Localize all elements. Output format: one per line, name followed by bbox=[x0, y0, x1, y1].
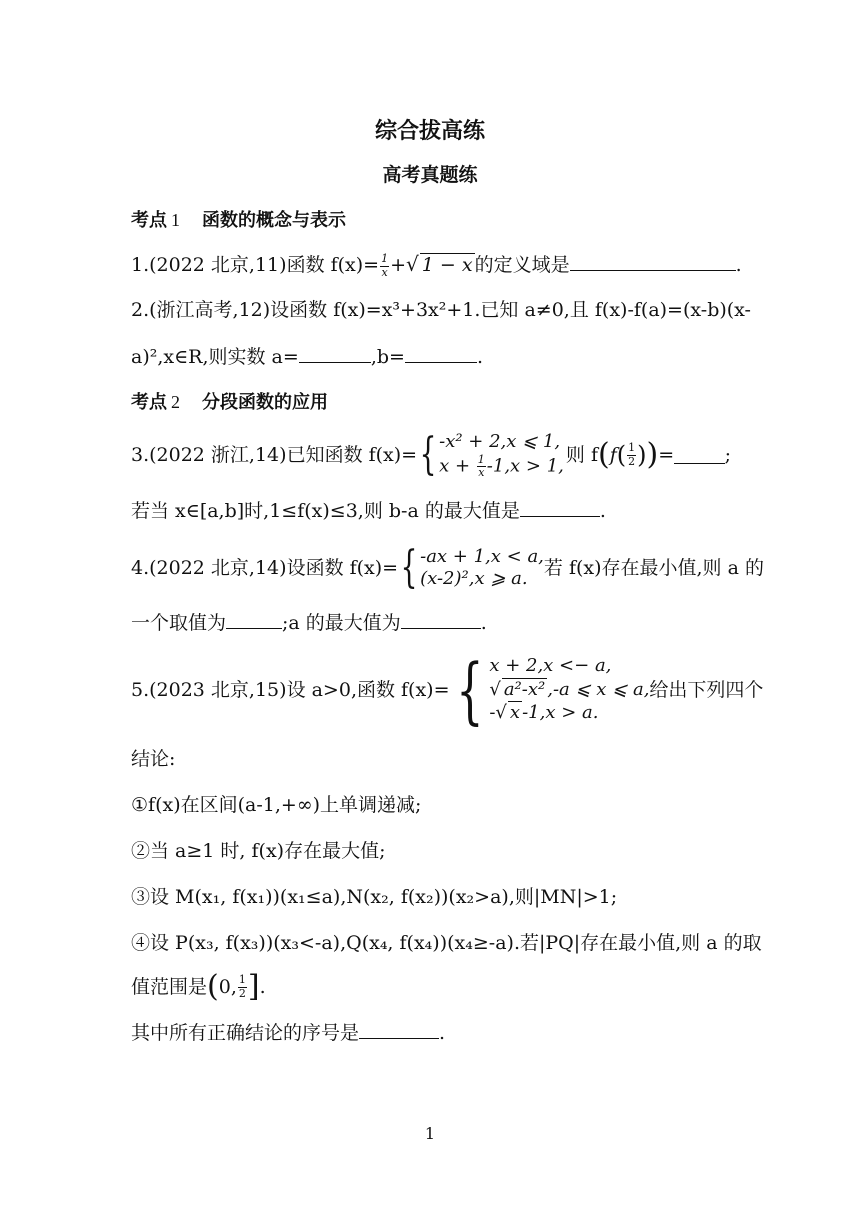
question-1 bbox=[131, 252, 742, 279]
q5-final bbox=[131, 1022, 731, 1045]
conclusion-1: ①f(x)在区间(a-1,+∞)上单调递减; bbox=[131, 794, 422, 816]
left-paren-icon: ( bbox=[616, 441, 627, 469]
question-2-line-2 bbox=[131, 346, 731, 369]
question-4-line-2 bbox=[131, 612, 731, 635]
conclusion-2: ②当 a≥1 时, f(x)存在最大值; bbox=[131, 840, 386, 862]
q4-part-a: 一个取值为 bbox=[131, 612, 227, 634]
frac-denominator: x bbox=[381, 265, 388, 279]
piecewise-function bbox=[398, 542, 544, 593]
case-2 bbox=[439, 454, 564, 479]
q2-part-b: ,b= bbox=[370, 346, 405, 368]
case-1: x + 2,x <− a, bbox=[489, 655, 612, 677]
q3-inner-f: f bbox=[609, 443, 617, 466]
q1-fraction bbox=[380, 253, 389, 278]
q1-prefix: 1.(2022 北京,11)函数 f(x)= bbox=[131, 254, 380, 276]
page-number: 1 bbox=[424, 1124, 436, 1143]
section-heading-2 bbox=[131, 388, 328, 414]
piecewise-cases bbox=[439, 431, 564, 479]
conclusion-3: ③设 M(x₁, f(x₁))(x₁≤a),N(x₂, f(x₂))(x₂>a),则|MN|>1; bbox=[131, 886, 618, 908]
question-5 bbox=[131, 648, 764, 732]
q1-suffix: 的定义域是 bbox=[474, 254, 570, 276]
piecewise-function bbox=[450, 648, 650, 732]
section-heading-1 bbox=[131, 206, 346, 232]
answer-blank[interactable] bbox=[570, 254, 736, 271]
case-3 bbox=[489, 701, 649, 725]
q5-final-end: . bbox=[439, 1022, 446, 1044]
right-bracket-icon: ] bbox=[247, 969, 260, 1004]
piecewise-cases bbox=[420, 546, 544, 591]
left-brace-icon: { bbox=[455, 648, 484, 732]
question-3 bbox=[131, 424, 731, 486]
q2-end: . bbox=[476, 346, 483, 368]
case-2-sqrt: a²-x² bbox=[503, 678, 546, 700]
piecewise-cases bbox=[489, 655, 649, 725]
q3-end: ; bbox=[724, 443, 731, 466]
section-number: 2 bbox=[171, 392, 180, 412]
answer-blank[interactable] bbox=[520, 500, 600, 517]
answer-blank[interactable] bbox=[359, 1022, 439, 1039]
q2-part-a: a)²,x∈R,则实数 a= bbox=[131, 346, 299, 368]
section-name: 函数的概念与表示 bbox=[202, 210, 346, 231]
frac-denominator: x bbox=[478, 465, 485, 479]
sqrt-icon: √ bbox=[489, 678, 501, 700]
answer-blank-a[interactable] bbox=[226, 612, 282, 629]
answer-blank-b[interactable] bbox=[401, 612, 481, 629]
case-2-pre: x + bbox=[439, 455, 476, 477]
case-2: (x-2)²,x ⩾ a. bbox=[420, 568, 528, 589]
c4-end: . bbox=[259, 975, 266, 998]
q5-final-text: 其中所有正确结论的序号是 bbox=[131, 1022, 360, 1044]
frac-denominator: 2 bbox=[238, 986, 246, 1000]
case-1: -x² + 2,x ⩽ 1, bbox=[439, 431, 561, 453]
case-2-post: ,-a ⩽ x ⩽ a, bbox=[547, 678, 650, 700]
frac-denominator: 2 bbox=[628, 454, 636, 468]
case-3-sqrt: x bbox=[509, 702, 521, 724]
q3-prefix: 3.(2022 浙江,14)已知函数 f(x)= bbox=[131, 443, 418, 466]
c4-interval-start: 0, bbox=[218, 975, 237, 998]
frac-numerator: 1 bbox=[381, 252, 389, 266]
frac-numerator: 1 bbox=[477, 452, 485, 466]
q3-line2: 若当 x∈[a,b]时,1≤f(x)≤3,则 b-a 的最大值是 bbox=[131, 500, 520, 522]
page-title: 综合拔高练 bbox=[374, 119, 485, 144]
answer-blank-a[interactable] bbox=[299, 346, 371, 363]
right-paren-icon: ) bbox=[637, 441, 647, 469]
case-3-post: -1,x > a. bbox=[522, 702, 599, 724]
case-1: -ax + 1,x < a, bbox=[420, 545, 544, 567]
sqrt-icon: √ bbox=[406, 252, 419, 276]
conclusion-4-line-2 bbox=[131, 969, 731, 1004]
question-4 bbox=[131, 540, 764, 596]
case-3-pre: - bbox=[489, 702, 496, 724]
left-paren-icon: ( bbox=[207, 969, 219, 1004]
sqrt-icon: √ bbox=[495, 702, 507, 724]
right-paren-icon: ) bbox=[646, 437, 659, 472]
section-label: 考点 bbox=[131, 210, 167, 231]
q5-prefix: 5.(2023 北京,15)设 a>0,函数 f(x)= bbox=[131, 678, 450, 701]
section-name: 分段函数的应用 bbox=[202, 392, 328, 413]
c4-prefix: 值范围是 bbox=[131, 975, 208, 998]
q5-conclusions-label: 结论: bbox=[131, 748, 176, 770]
q3-half bbox=[627, 442, 636, 467]
frac-numerator: 1 bbox=[628, 441, 636, 455]
q5-suffix: 给出下列四个 bbox=[649, 678, 764, 701]
conclusion-4-line-1: ④设 P(x₃, f(x₃))(x₃<-a),Q(x₄, f(x₄))(x₄≥-a).若|PQ|存在最小值,则 a 的取 bbox=[131, 932, 762, 954]
left-paren-icon: ( bbox=[597, 437, 610, 472]
q1-plus: + bbox=[390, 254, 407, 276]
q1-end: . bbox=[735, 254, 742, 276]
q3-mid: 则 f bbox=[565, 443, 598, 466]
frac-numerator: 1 bbox=[238, 973, 246, 987]
piecewise-function bbox=[417, 431, 564, 479]
question-3-line-2 bbox=[131, 500, 731, 523]
q4-suffix: 若 f(x)存在最小值,则 a 的 bbox=[543, 556, 764, 579]
question-2-line-1: 2.(浙江高考,12)设函数 f(x)=x³+3x²+1.已知 a≠0,且 f(x)-f(a)=(x-b)(x- bbox=[131, 299, 751, 321]
q4-end: . bbox=[480, 612, 487, 634]
section-label: 考点 bbox=[131, 392, 167, 413]
answer-blank[interactable] bbox=[674, 447, 724, 464]
q4-part-b: ;a 的最大值为 bbox=[282, 612, 401, 634]
case-2-fraction bbox=[477, 454, 486, 479]
case-2-post: -1,x > 1, bbox=[486, 455, 564, 477]
q3-eq: = bbox=[658, 443, 675, 466]
q3-line2-end: . bbox=[599, 500, 606, 522]
left-brace-icon: { bbox=[400, 542, 418, 593]
q1-sqrt-body: 1 − x bbox=[421, 254, 473, 276]
page-subtitle: 高考真题练 bbox=[382, 164, 478, 186]
c4-fraction bbox=[238, 974, 247, 999]
answer-blank-b[interactable] bbox=[405, 346, 477, 363]
case-2 bbox=[489, 678, 649, 702]
q4-prefix: 4.(2022 北京,14)设函数 f(x)= bbox=[131, 556, 399, 579]
left-brace-icon: { bbox=[419, 429, 437, 480]
section-number: 1 bbox=[171, 210, 180, 230]
